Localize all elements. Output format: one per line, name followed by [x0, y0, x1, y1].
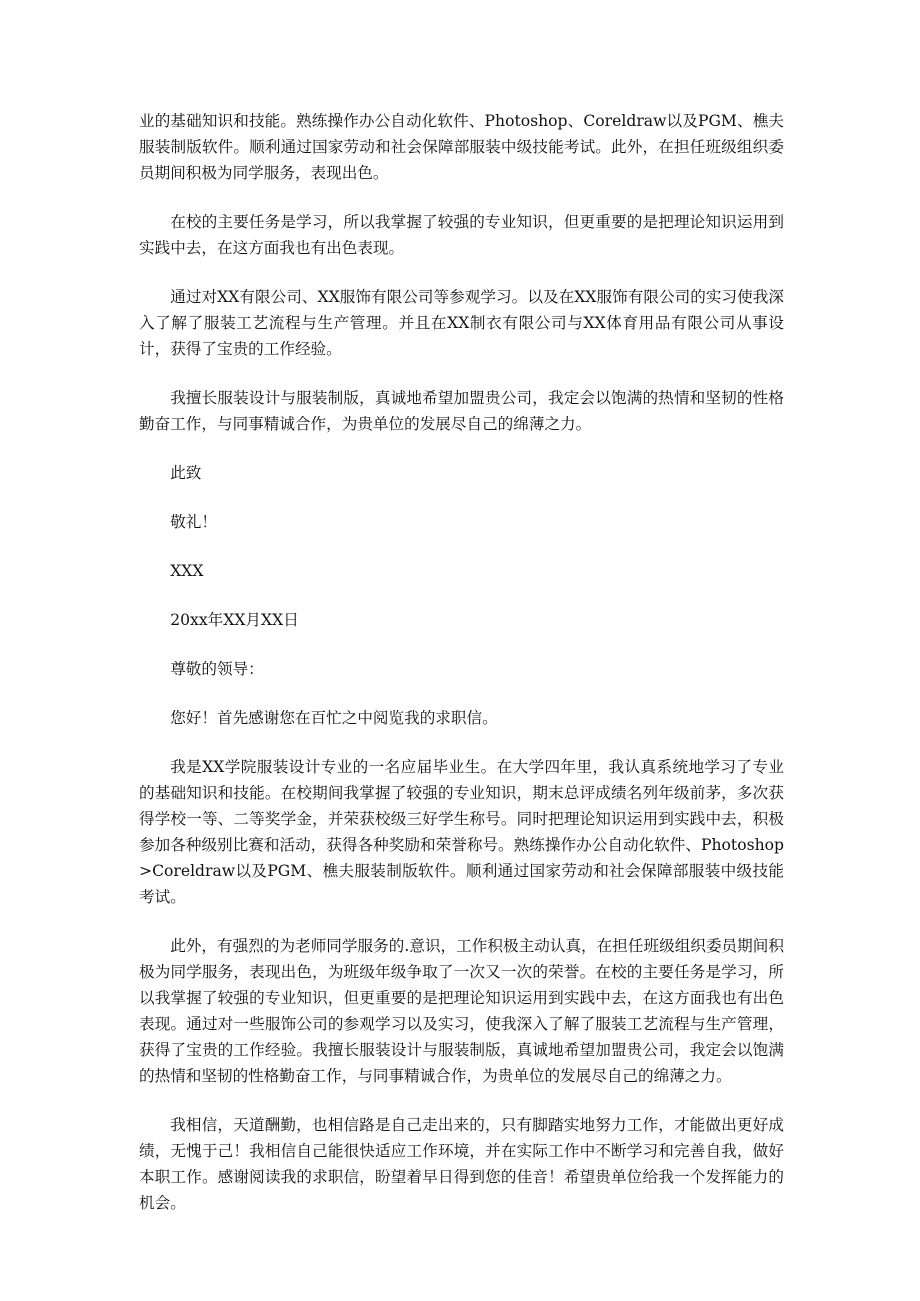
- signature-date: 20xx年XX月XX日: [170, 611, 299, 629]
- document-body: [139, 108, 784, 1239]
- letter2-paragraph-conclusion: 我相信，天道酬勤，也相信路是自己走出来的，只有脚踏实地努力工作，才能做出更好成绩，无愧于己！我相信自己能很快适应工作环境，并在实际工作中不断学习和完善自我，做好本职工作。感谢阅读我的求职信，盼望着早日得到您的佳音！希望贵单位给我一个发挥能力的机会。: [139, 1116, 784, 1212]
- paragraph-internship: 通过对XX有限公司、XX服饰有限公司等参观学习。以及在XX服饰有限公司的实习使我深入了解了服装工艺流程与生产管理。并且在XX制衣有限公司与XX体育用品有限公司从事设计，获得了宝贵的工作经验。: [139, 288, 784, 358]
- paragraph-study: 在校的主要任务是学习，所以我掌握了较强的专业知识，但更重要的是把理论知识运用到实践中去，在这方面我也有出色表现。: [139, 213, 784, 257]
- closing-jingli: 敬礼！: [170, 513, 217, 531]
- letter2-salutation: 尊敬的领导：: [170, 660, 264, 678]
- signature-name: XXX: [170, 562, 204, 580]
- letter2-paragraph-introduction: 我是XX学院服装设计专业的一名应届毕业生。在大学四年里，我认真系统地学习了专业的基础知识和技能。在校期间我掌握了较强的专业知识，期末总评成绩名列年级前茅，多次获得学校一等、二等奖学金，并荣获校级三好学生称号。同时把理论知识运用到实践中去，积极参加各种级别比赛和活动，获得各种奖励和荣誉称号。熟练操作办公自动化软件、Photoshop>Coreldraw以及PGM、樵夫服装制版软件。顺利通过国家劳动和社会保障部服装中级技能考试。: [139, 758, 784, 906]
- paragraph-skills-continued: 业的基础知识和技能。熟练操作办公自动化软件、Photoshop、Coreldraw以及PGM、樵夫服装制版软件。顺利通过国家劳动和社会保障部服装中级技能考试。此外，在担任班级组织委员期间积极为同学服务，表现出色。: [139, 112, 784, 182]
- letter2-greeting: 您好！首先感谢您在百忙之中阅览我的求职信。: [170, 709, 498, 727]
- letter2-paragraph-experience: 此外，有强烈的为老师同学服务的.意识，工作积极主动认真，在担任班级组织委员期间积极为同学服务，表现出色，为班级年级争取了一次又一次的荣誉。在校的主要任务是学习，所以我掌握了较强的专业知识，但更重要的是把理论知识运用到实践中去，在这方面我也有出色表现。通过对一些服饰公司的参观学习以及实习，使我深入了解了服装工艺流程与生产管理，获得了宝贵的工作经验。我擅长服装设计与服装制版，真诚地希望加盟贵公司，我定会以饱满的热情和坚韧的性格勤奋工作，与同事精诚合作，为贵单位的发展尽自己的绵薄之力。: [139, 937, 784, 1085]
- paragraph-strengths: 我擅长服装设计与服装制版，真诚地希望加盟贵公司，我定会以饱满的热情和坚韧的性格勤奋工作，与同事精诚合作，为贵单位的发展尽自己的绵薄之力。: [139, 389, 784, 433]
- closing-cizhi: 此致: [170, 464, 202, 482]
